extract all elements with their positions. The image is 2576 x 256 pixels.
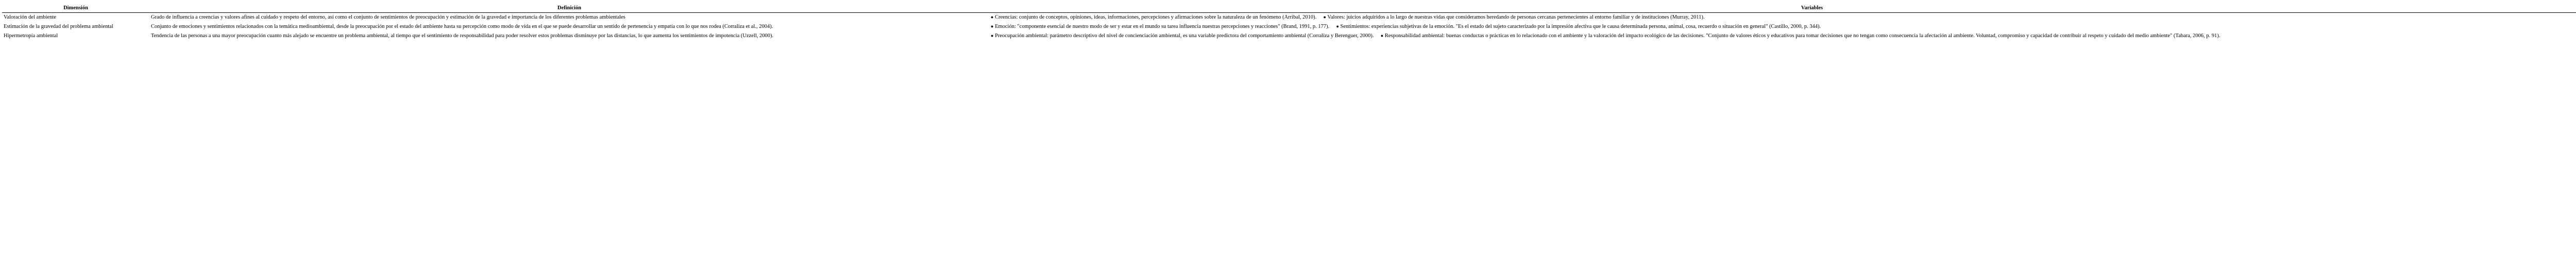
definition-cell: Conjunto de emociones y sentimientos relacionados con la temática medioambiental, desde la preocupación por el estado del ambiente hasta su percepción como modo de vida en el que se puede desarrollar un sentido de pertenencia y empatía con lo que nos rodea (Corraliza et al., 2004). xyxy=(151,24,773,29)
bullet-icon: ● xyxy=(991,33,994,38)
dimension-cell: Hipermetropía ambiental xyxy=(4,33,58,39)
variables-cell xyxy=(989,31,2576,41)
bullet-icon: ● xyxy=(1336,24,1339,29)
variable-item: Valores: juicios adquiridos a lo largo de nuestras vidas que consideramos heredando de personas cercanas pertenecientes al entorno familiar y de instituciones (Murray, 2011). xyxy=(1327,14,1705,20)
variables-cell xyxy=(989,13,2576,23)
header-dimension: Dimensión xyxy=(2,4,149,13)
dimension-cell: Valoración del ambiente xyxy=(4,14,57,20)
bullet-icon: ● xyxy=(991,14,994,20)
variable-item: Creencias: conjunto de conceptos, opiniones, ideas, informaciones, percepciones y afirmaciones sobre la naturaleza de un fenómeno (Arribal, 2010). xyxy=(995,14,1317,20)
header-definition: Definición xyxy=(149,4,989,13)
header-variables: Variables xyxy=(989,4,2576,13)
variables-cell xyxy=(989,22,2576,31)
bullet-icon: ● xyxy=(1380,33,1384,38)
definition-cell: Tendencia de las personas a una mayor preocupación cuanto más alejado se encuentre un problema ambiental, al tiempo que el sentimiento de responsabilidad para poder resolver estos problemas disminuye por las distancias, lo que aumenta los sentimientos de impotencia (Uzzell, 2000). xyxy=(151,33,774,39)
variables-table xyxy=(2,4,2576,41)
bullet-icon: ● xyxy=(991,24,994,29)
dimension-cell: Estimación de la gravedad del problema ambiental xyxy=(4,24,113,29)
table-row xyxy=(2,22,2576,31)
table-header-row xyxy=(2,4,2576,13)
variable-item: Sentimientos: experiencias subjetivas de la emoción. "Es el estado del sujeto caracterizado por la impresión afectiva que le causa determinada persona, animal, cosa, recuerdo o situación en general" (Castillo, 2000, p. 344). xyxy=(1340,24,1821,29)
definition-cell: Grado de influencia a creencias y valores afines al cuidado y respeto del entorno, así como el conjunto de sentimientos de preocupación y estimación de la gravedad e importancia de los diferentes problemas ambientales xyxy=(151,14,625,20)
variable-item: Emoción: "componente esencial de nuestro modo de ser y estar en el mundo su tarea influencia nuestras percepciones y reacciones" (Brand, 1991, p. 177). xyxy=(995,24,1330,29)
table-row xyxy=(2,13,2576,23)
variable-item: Preocupación ambiental: parámetro descriptivo del nivel de concienciación ambiental, es una variable predictora del comportamiento ambiental (Corraliza y Berenguer, 2000). xyxy=(995,33,1374,39)
variable-item: Responsabilidad ambiental: buenas conductas o prácticas en lo relacionado con el ambiente y la valoración del impacto ecológico de las decisiones. "Conjunto de valores éticos y educativos para tomar decisiones que no tengan como consecuencia la afectación al ambiente. Voluntad, compromiso y capacidad de contribuir al respeto y cuidado del medio ambiente" (Tabara, 2006, p. 91). xyxy=(1384,33,2221,39)
table-row xyxy=(2,31,2576,41)
bullet-icon: ● xyxy=(1323,14,1326,20)
